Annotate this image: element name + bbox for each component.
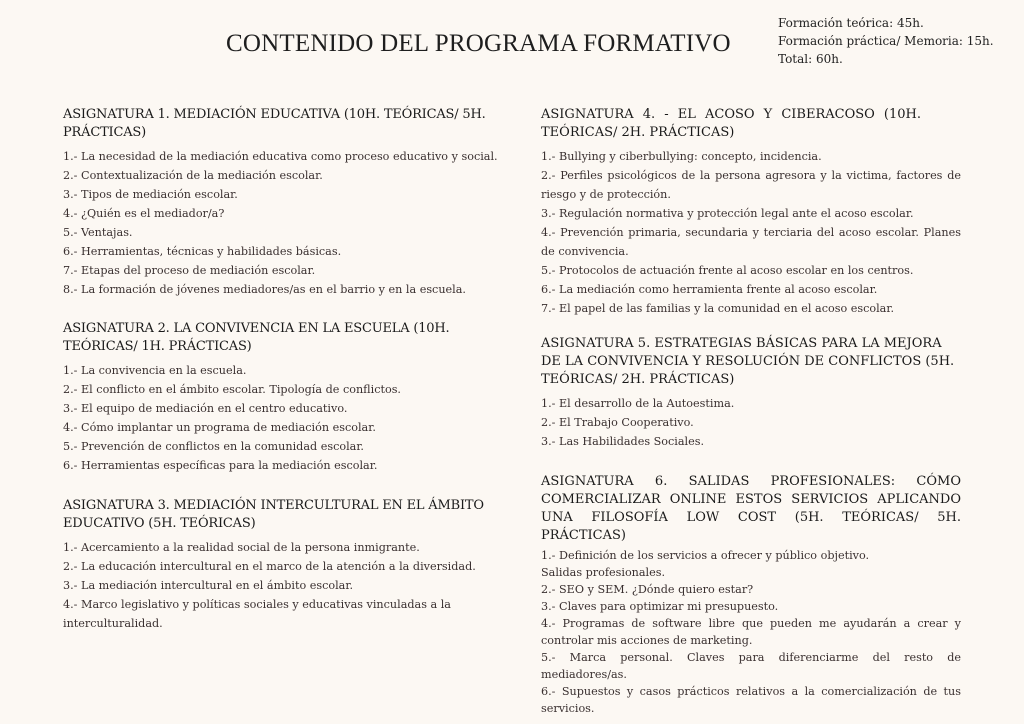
- subject-item-list: [541, 547, 961, 717]
- subject-2: [63, 320, 513, 475]
- subject-item-list: [63, 538, 513, 633]
- list-item: 8.- La formación de jóvenes mediadores/as en el barrio y en la escuela.: [63, 283, 466, 296]
- list-item: 3.- Tipos de mediación escolar.: [63, 188, 238, 201]
- subject-5: [541, 335, 961, 451]
- list-item: 5.- Prevención de conflictos en la comunidad escolar.: [63, 440, 364, 453]
- list-item: 2.- La educación intercultural en el marco de la atención a la diversidad.: [63, 560, 476, 573]
- list-item: 7.- Etapas del proceso de mediación escolar.: [63, 264, 316, 277]
- list-item: 4.- Programas de software libre que pueden me ayudarán a crear y controlar mis acciones de marketing.: [541, 617, 961, 647]
- list-item: 5.- Protocolos de actuación frente al acoso escolar en los centros.: [541, 264, 914, 277]
- subject-3: [63, 497, 513, 633]
- hours-theory: Formación teórica: 45h.: [778, 16, 924, 30]
- list-item: 6.- La mediación como herramienta frente al acoso escolar.: [541, 283, 878, 296]
- list-item: 1.- El desarrollo de la Autoestima.: [541, 397, 735, 410]
- subject-heading: ASIGNATURA 5. ESTRATEGIAS BÁSICAS PARA LA MEJORA DE LA CONVIVENCIA Y RESOLUCIÓN DE CONFLICTOS (5H. TEÓRICAS/ 2H. PRÁCTICAS): [541, 336, 955, 387]
- list-item: 3.- Las Habilidades Sociales.: [541, 435, 705, 448]
- list-item: 1.- Bullying y ciberbullying: concepto, incidencia.: [541, 150, 822, 163]
- list-item: 5.- Ventajas.: [63, 226, 133, 239]
- list-item: 2.- SEO y SEM. ¿Dónde quiero estar?: [541, 583, 754, 596]
- list-item: 3.- La mediación intercultural en el ámbito escolar.: [63, 579, 354, 592]
- hours-total: Total: 60h.: [778, 52, 843, 66]
- list-item: 4.- Marco legislativo y políticas sociales y educativas vinculadas a la interculturalidad.: [63, 598, 451, 630]
- subject-item-list: [541, 147, 961, 318]
- list-item: 4.- Cómo implantar un programa de mediación escolar.: [63, 421, 376, 434]
- page-title: CONTENIDO DEL PROGRAMA FORMATIVO: [226, 30, 731, 57]
- list-item: 6.- Herramientas, técnicas y habilidades básicas.: [63, 245, 342, 258]
- list-item: 3.- Regulación normativa y protección legal ante el acoso escolar.: [541, 207, 914, 220]
- subject-heading: ASIGNATURA 6. SALIDAS PROFESIONALES: CÓMO COMERCIALIZAR ONLINE ESTOS SERVICIOS APLICANDO UNA FILOSOFÍA LOW COST (5H. TEÓRICAS/ 5H. PRÁCTICAS): [541, 474, 961, 543]
- subject-heading: ASIGNATURA 2. LA CONVIVENCIA EN LA ESCUELA (10H. TEÓRICAS/ 1H. PRÁCTICAS): [63, 321, 450, 354]
- subject-item-list: [63, 147, 513, 299]
- list-item: 6.- Supuestos y casos prácticos relativos a la comercialización de tus servicios.: [541, 685, 961, 715]
- list-item: 6.- Herramientas específicas para la mediación escolar.: [63, 459, 378, 472]
- list-item: 1.- Definición de los servicios a ofrecer y público objetivo.: [541, 549, 870, 562]
- list-item: 2.- Perfiles psicológicos de la persona agresora y la victima, factores de riesgo y de protección.: [541, 169, 961, 201]
- subject-heading: ASIGNATURA 3. MEDIACIÓN INTERCULTURAL EN EL ÁMBITO EDUCATIVO (5H. TEÓRICAS): [63, 498, 484, 531]
- list-item: 1.- Acercamiento a la realidad social de la persona inmigrante.: [63, 541, 420, 554]
- list-item: 2.- El Trabajo Cooperativo.: [541, 416, 694, 429]
- list-item: 3.- El equipo de mediación en el centro educativo.: [63, 402, 348, 415]
- subject-heading: ASIGNATURA 1. MEDIACIÓN EDUCATIVA (10H. TEÓRICAS/ 5H. PRÁCTICAS): [63, 107, 486, 140]
- right-column: [541, 106, 961, 717]
- list-item: 4.- ¿Quién es el mediador/a?: [63, 207, 225, 220]
- list-item: 2.- Contextualización de la mediación escolar.: [63, 169, 323, 182]
- list-item: 1.- La convivencia en la escuela.: [63, 364, 247, 377]
- subject-heading: ASIGNATURA 4. - EL ACOSO Y CIBERACOSO (10H. TEÓRICAS/ 2H. PRÁCTICAS): [541, 107, 921, 140]
- list-item: 5.- Marca personal. Claves para diferenciarme del resto de mediadores/as.: [541, 651, 961, 681]
- list-item: 2.- El conflicto en el ámbito escolar. Tipología de conflictos.: [63, 383, 401, 396]
- list-item: 4.- Prevención primaria, secundaria y terciaria del acoso escolar. Planes de convivencia.: [541, 226, 961, 258]
- subject-item-list: [63, 361, 513, 475]
- subject-6: [541, 473, 961, 717]
- list-item: Salidas profesionales.: [541, 566, 666, 579]
- list-item: 1.- La necesidad de la mediación educativa como proceso educativo y social.: [63, 150, 498, 163]
- list-item: 7.- El papel de las familias y la comunidad en el acoso escolar.: [541, 302, 895, 315]
- list-item: 3.- Claves para optimizar mi presupuesto.: [541, 600, 779, 613]
- subject-4: [541, 106, 961, 318]
- left-column: [63, 106, 513, 633]
- hours-practice: Formación práctica/ Memoria: 15h.: [778, 34, 994, 48]
- subject-item-list: [541, 394, 961, 451]
- hours-summary: [778, 14, 994, 68]
- subject-1: [63, 106, 513, 299]
